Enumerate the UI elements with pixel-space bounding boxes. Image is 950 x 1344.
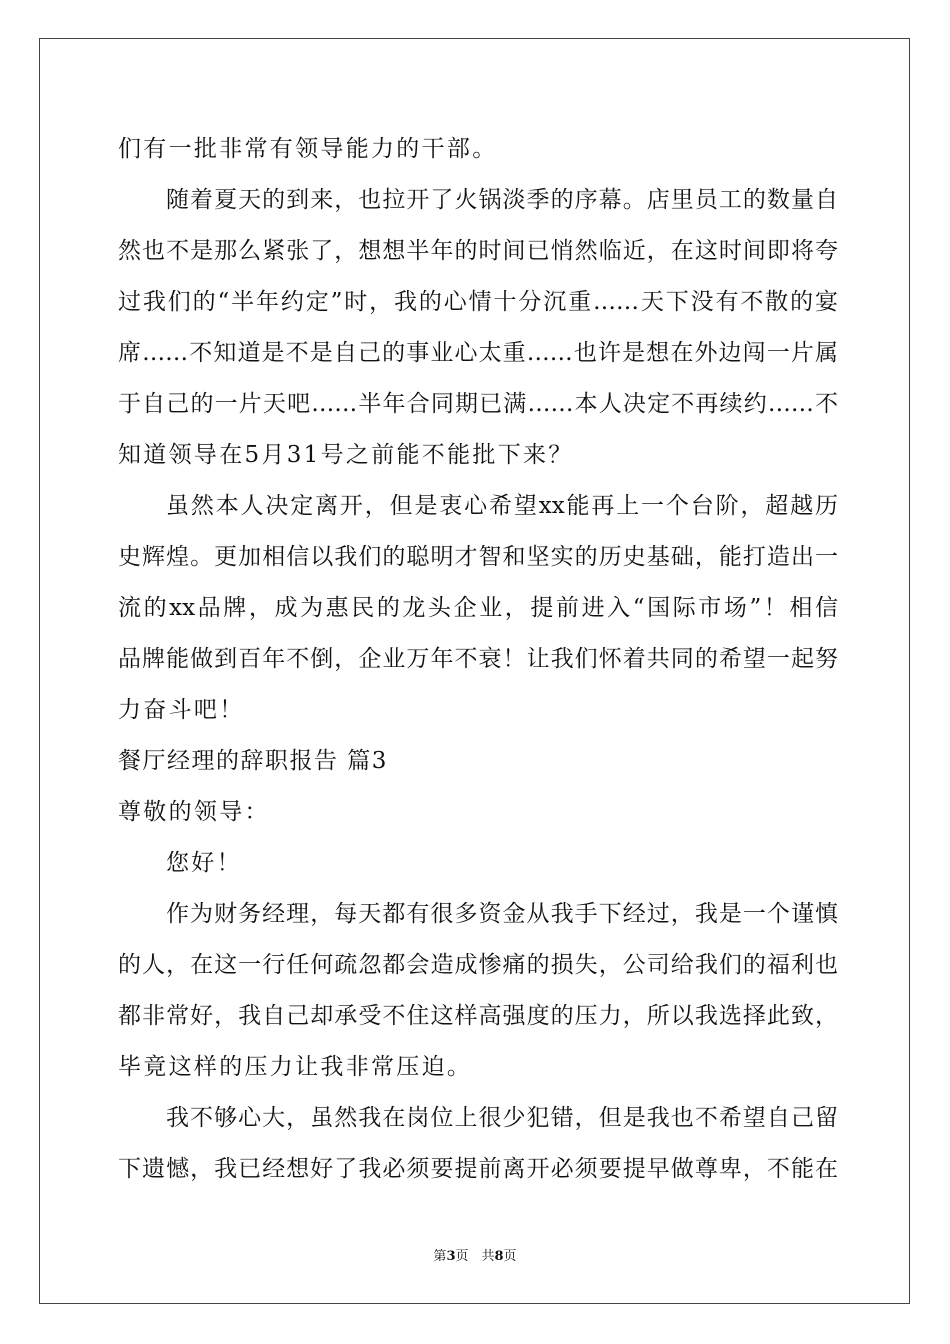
salutation: 尊敬的领导： xyxy=(118,799,270,825)
greeting: 您好！ xyxy=(166,850,242,876)
page-suffix: 页 xyxy=(503,1249,517,1264)
section-heading: 餐厅经理的辞职报告 篇3 xyxy=(118,748,388,774)
current-page-number: 3 xyxy=(446,1249,456,1264)
page-footer xyxy=(0,1245,950,1264)
paragraph-line: 过我们的“半年约定”时，我的心情十分沉重……天下没有不散的宴 xyxy=(118,289,838,315)
paragraph-line: 然也不是那么紧张了，想想半年的时间已悄然临近，在这时间即将夸 xyxy=(118,238,838,264)
paragraph-line: 席……不知道是不是自己的事业心太重……也许是想在外边闯一片属 xyxy=(118,340,838,366)
paragraph-line: 们有一批非常有领导能力的干部。 xyxy=(118,136,498,162)
paragraph-line: 虽然本人决定离开，但是衷心希望xx能再上一个台阶，超越历 xyxy=(166,493,838,519)
paragraph-line: 力奋斗吧！ xyxy=(118,697,245,723)
paragraph-line: 作为财务经理，每天都有很多资金从我手下经过，我是一个谨慎 xyxy=(166,901,838,927)
paragraph-line: 都非常好，我自己却承受不住这样高强度的压力，所以我选择此致， xyxy=(118,1003,838,1029)
document-body xyxy=(118,124,838,1195)
total-pages-number: 8 xyxy=(494,1249,504,1264)
page-prefix: 第 xyxy=(433,1249,447,1264)
paragraph-line: 随着夏天的到来，也拉开了火锅淡季的序幕。店里员工的数量自 xyxy=(166,187,838,213)
paragraph-line: 品牌能做到百年不倒，企业万年不衰！让我们怀着共同的希望一起努 xyxy=(118,646,838,672)
paragraph-line: 我不够心大，虽然我在岗位上很少犯错，但是我也不希望自己留 xyxy=(166,1105,838,1131)
paragraph-line: 史辉煌。更加相信以我们的聪明才智和坚实的历史基础，能打造出一 xyxy=(118,544,838,570)
page-mid: 页 共 xyxy=(455,1249,495,1264)
paragraph-line: 流的xx品牌，成为惠民的龙头企业，提前进入“国际市场”！相信 xyxy=(118,595,838,621)
paragraph-line: 知道领导在5月31号之前能不能批下来？ xyxy=(118,442,574,468)
paragraph-line: 下遗憾，我已经想好了我必须要提前离开必须要提早做尊卑，不能在 xyxy=(118,1156,838,1182)
paragraph-line: 于自己的一片天吧……半年合同期已满……本人决定不再续约……不 xyxy=(118,391,838,417)
paragraph-line: 的人，在这一行任何疏忽都会造成惨痛的损失，公司给我们的福利也 xyxy=(118,952,838,978)
paragraph-line: 毕竟这样的压力让我非常压迫。 xyxy=(118,1054,473,1080)
